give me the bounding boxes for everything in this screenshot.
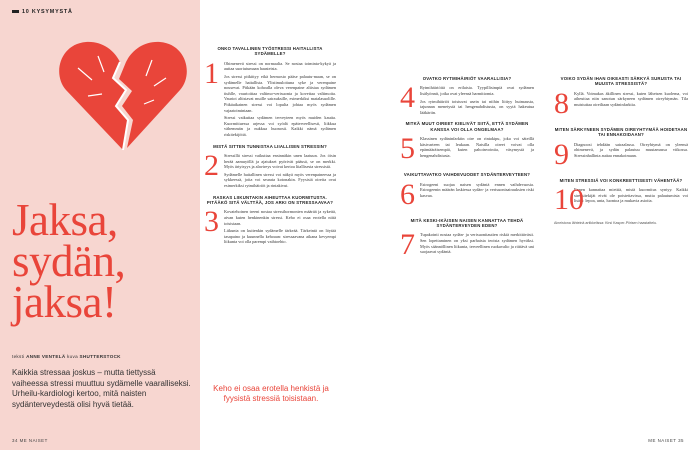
byline: [12, 354, 121, 359]
question-heading: VAIKUTTAVATKO VAIHDEVUODET SYDÄNTERVEYTEEN?: [403, 172, 531, 178]
question-number: 6: [400, 177, 415, 211]
question-heading: RASKAS LIIKUNTAKIN AIHEUTTAA KUORMITUSTA. PITÄÄKÖ SITÄ VÄLTTÄÄ, JOS ARKI ON STRESSAAVAA?: [206, 194, 334, 205]
section-tag: [12, 9, 73, 15]
answer-block: [400, 177, 534, 212]
answer-paragraph: Ennen kannattaa miettiä, mistä kuormitus syntyy. Kaikki stressitekijät eivät ole poistettavissa, mutta palautumista voi lisätä: lepoa, unta, luontoa ja mukavia asioita.: [574, 187, 688, 204]
article-headline: [12, 195, 126, 327]
question-heading: MITEN SÄRKYNEEN SYDÄMEN OIREYHTYMÄÄ HOIDETAAN TAI ENNAKOIDAAN?: [554, 126, 688, 138]
answer-block: [204, 56, 336, 138]
answer-block: [204, 205, 336, 245]
answer-paragraph: Estrogeeni suojaa naisen sydäntä ennen vaihdevuosia. Estrogeenin määrän laskiessa sydän- ja verisuonisairauksien riski kasvaa.: [420, 181, 534, 198]
question-heading: MITEN STRESSIÄ VOI KONKREETTISESTI VÄHENTÄÄ?: [559, 177, 683, 183]
answer-paragraph: Stressillä stressi vaikuttaa ensinnäkin unen laatuun. Jos öisin herää aamuyöllä ja ajatukset pyörivät päässä, se on merkki. Myös ärtyisyys ja alavireys voivat kertoa liiallisesta stressistä.: [224, 152, 336, 170]
question-number: 5: [400, 132, 415, 166]
right-page-text-column-1: [400, 70, 534, 266]
left-page-text-column: [204, 40, 336, 249]
answer-paragraph: Jos rytmihäiriöt toistuvat usein tai niihin liittyy huimausta, tajunnan menetystä tai hengenahdistusta, on syytä hakeutua lääkäriin.: [420, 98, 534, 115]
answer-block: [400, 228, 534, 262]
question-number: 7: [400, 228, 415, 262]
answer-paragraph: Rytmihäiriöitä on erilaisia. Tyypillisimpiä ovat sydämen lisälyönnit, jotka ovat yleensä harmittomia.: [420, 85, 534, 96]
answer-block: [554, 86, 688, 121]
answer-paragraph: Klassinen sydäninfarktin oire on rintakipu, joka voi säteillä käsivarteen tai leukaan. Naisilla oireet voivat olla epämääräisempiä, kuten pahoinvointia, väsymystä ja hengenahdistusta.: [420, 136, 534, 158]
headline-line-2: sydän,: [12, 236, 126, 286]
answer-paragraph: Liikunta on kuitenkin sydämelle tärkeää. Tärkeintä on löytää tasapaino ja kuunnella kehoaan: stressaavana aikana kevyempi liikunta voi olla parempi vaihtoehto.: [224, 228, 336, 245]
left-page-footer: 34 ME NAISET: [12, 438, 48, 443]
question-number: 1: [204, 56, 219, 90]
question-heading: ONKO TAVALLINEN TYÖSTRESSI HAITALLISTA SYDÄMELLE?: [217, 46, 323, 57]
right-page: [348, 0, 696, 450]
question-number: 10: [554, 183, 584, 217]
byline-author: ANNE VENTELÄ: [26, 354, 66, 359]
question-number: 2: [204, 148, 219, 182]
question-heading: MITKÄ MUUT OIREET KIELIVÄT SIITÄ, ETTÄ SYDÄMEN KANSSA VOI OLLA ONGELMAA?: [405, 121, 529, 132]
broken-heart-illustration: [58, 38, 188, 156]
headline-line-1: Jaksa,: [12, 195, 118, 245]
right-page-footer: ME NAISET 35: [648, 438, 684, 443]
source-caption: Aineistona lähteinä artikkelissa: Kirsi Kasper-Piirisen haastattelu.: [554, 221, 658, 226]
answer-paragraph: Jos stressi pitkittyy eikä hermosto pääse palautu-maan, se on sydämelle haitallista. Ylistimuloituna syke ja verenpaine nousevat. Pitkään kohoalla oleva verenpaine altistaa sydämen tiuhlle, vaurioittaa valtimo-verisuonia ja kovettaa valtimoita. Vauriot altistavat muille sairauksille, esimerkiksi matalasuolille. Pitkäaikainen stressi voi lopulta johtaa myös sydämen vajaatoimintaan.: [224, 74, 336, 113]
answer-block: [554, 137, 688, 172]
question-number: 9: [554, 137, 569, 171]
question-heading: MISTÄ SITTEN TUNNISTAA LIIALLISEN STRESSIN?: [213, 143, 327, 149]
answer-block: [400, 81, 534, 115]
right-page-text-column-2: [554, 70, 688, 226]
question-heading: MITÄ KESKI-IKÄISEN NAISEN KANNATTAA TEHDÄ SYDÄNTERVEYDEN EDEN?: [410, 217, 524, 229]
answer-paragraph: Ohimenevä stressi on normaalia. Se nostaa toiminta-kykyä ja auttaa suoriutumaan haasteista.: [224, 60, 336, 72]
answer-block: [400, 132, 534, 166]
answer-paragraph: Kovatehoinen treeni nostaa stressihormonien määrää ja sykettä, aivan kuten henkinenkin stressi. Keho ei osaa erotella niitä toisistaan.: [224, 209, 336, 226]
section-bar-icon: [12, 10, 19, 13]
answer-paragraph: Sydämelle haitallinen stressi voi näkyä myös verenpaineessa ja sykkeessä, joita voi seurata kotonakin. Fyysisiä oireita ovat esimerkiksi rytmihäiriöt ja rintakivut.: [224, 171, 336, 188]
section-tag-label: 10 KYSYMYSTÄ: [22, 9, 73, 15]
byline-kuva: kuva: [67, 354, 78, 359]
byline-source: SHUTTERSTOCK: [79, 354, 121, 359]
answer-paragraph: Diagnoosi tehdään sairaalassa. Oireyhtymä on yleensä ohimenevä, ja sydän palautuu muutamassa viikossa. Stressinhallinta auttaa ennakoimaan.: [574, 141, 688, 158]
question-heading: VOIKO SYDÄN IHAN OIKEASTI SÄRKYÄ SURUSTA TAI MUUSTA STRESSISTÄ?: [560, 76, 682, 87]
question-number: 3: [204, 205, 219, 239]
answer-block: [204, 148, 336, 189]
question-number: 8: [554, 86, 569, 120]
answer-paragraph: Tupakointi nostaa sydän- ja verisuonitautien riskiä merkittävästi. Sen lopettaminen on yksi parhaista teoista sydämen hyväksi. Myös säännöllinen liikunta, terveellinen ruokavalio ja riittävä uni suojaavat sydäntä.: [420, 232, 534, 255]
lead-paragraph: Kaikkia stressaa joskus – mutta tiettyssä vaiheessa stressi muuttuu sydämelle vaaralliseksi. Urheilu-kardiologi kertoo, mitä naisten sydänterveydestä olisi hyvä tietää.: [12, 368, 191, 409]
byline-prefix: teksti: [12, 354, 25, 359]
answer-block: [554, 183, 688, 217]
answer-paragraph: Stressi vaikuttaa sydämen terveyteen myös muiden kautta. Kuormittuessa arjessa voi syödä epäterveellisesti, liikkua vähemmän ja nukkua huonosti. Kaikki nämä sydämen riskitekijöitä.: [224, 115, 336, 137]
pull-quote: Keho ei osaa erotella henkistä ja fyysistä stressiä toisistaan.: [213, 384, 329, 403]
question-heading: OVATKO RYTMIHÄIRIÖT VAARALLISIA?: [422, 76, 512, 81]
answer-paragraph: Kyllä. Voimakas äkillinen stressi, kuten läheisen kuolema, voi aiheuttaa niin sanotun särkyneen sydämen oireyhtymän. Tila muistuttaa oireiltaan sydäninfarktia.: [574, 90, 688, 107]
headline-line-3: jaksa!: [12, 277, 117, 327]
question-number: 4: [400, 81, 415, 115]
